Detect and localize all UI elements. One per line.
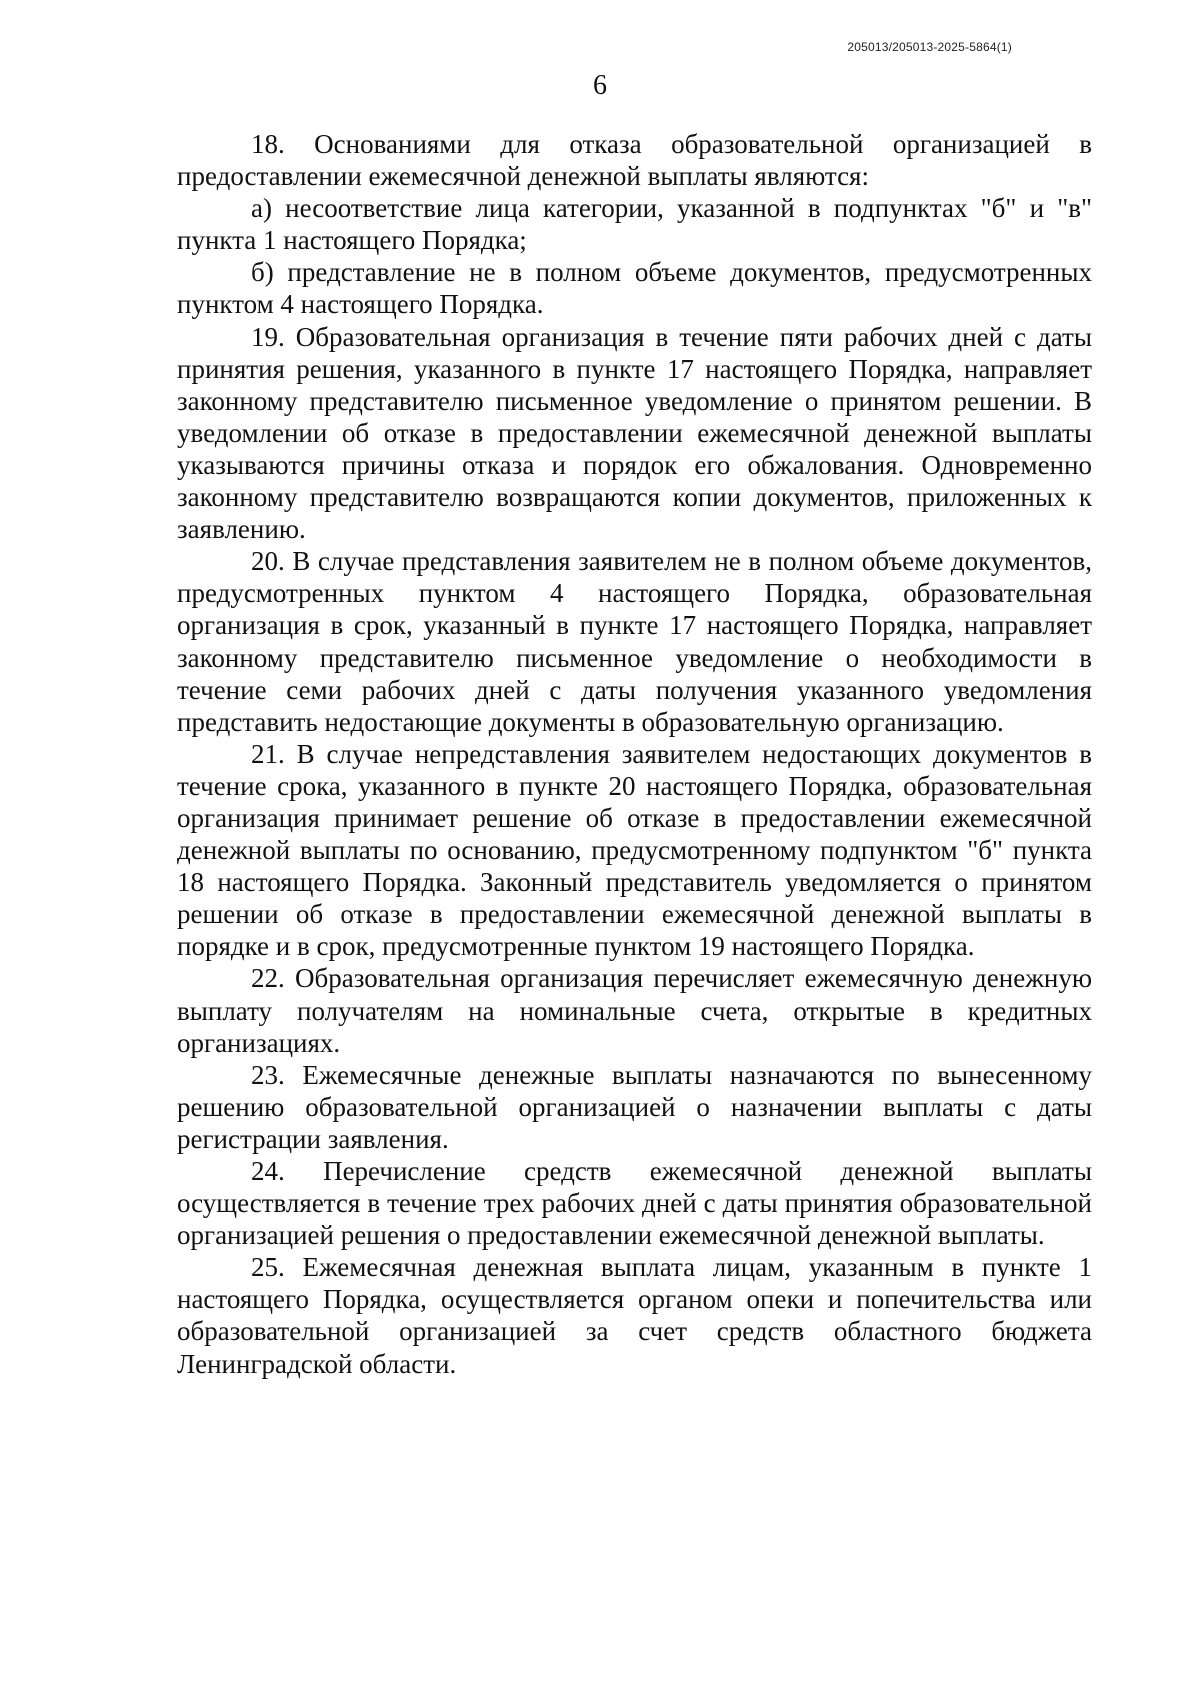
document-body	[177, 128, 1092, 1380]
paragraph-18-subitem-b: б) представление не в полном объеме документов, предусмотренных пунктом 4 настоящего Порядка.	[177, 257, 1092, 320]
paragraph-24: 24. Перечисление средств ежемесячной денежной выплаты осуществляется в течение трех рабочих дней с даты принятия образовательной организацией решения о предоставлении ежемесячной денежной выплаты.	[177, 1156, 1092, 1251]
paragraph-21: 21. В случае непредставления заявителем недостающих документов в течение срока, указанного в пункте 20 настоящего Порядка, образовательная организация принимает решение об отказе в предоставлении ежемесячной денежной выплаты по основанию, предусмотренному подпунктом "б" пункта 18 настоящего Порядка. Законный представитель уведомляется о принятом решении об отказе в предоставлении ежемесячной денежной выплаты в порядке и в срок, предусмотренные пунктом 19 настоящего Порядка.	[177, 738, 1092, 962]
paragraph-20: 20. В случае представления заявителем не в полном объеме документов, предусмотренных пунктом 4 настоящего Порядка, образовательная организация в срок, указанный в пункте 17 настоящего Порядка, направляет законному представителю письменное уведомление о необходимости в течение семи рабочих дней с даты получения указанного уведомления представить недостающие документы в образовательную организацию.	[177, 546, 1092, 737]
paragraph-18-subitem-a: а) несоответствие лица категории, указанной в подпунктах "б" и "в" пункта 1 настоящего Порядка;	[177, 193, 1092, 256]
paragraph-23: 23. Ежемесячные денежные выплаты назначаются по вынесенному решению образовательной организацией о назначении выплаты с даты регистрации заявления.	[177, 1059, 1092, 1154]
paragraph-19: 19. Образовательная организация в течение пяти рабочих дней с даты принятия решения, указанного в пункте 17 настоящего Порядка, направляет законному представителю письменное уведомление о принятом решении. В уведомлении об отказе в предоставлении ежемесячной денежной выплаты указываются причины отказа и порядок его обжалования. Одновременно законному представителю возвращаются копии документов, приложенных к заявлению.	[177, 321, 1092, 545]
paragraph-25: 25. Ежемесячная денежная выплата лицам, указанным в пункте 1 настоящего Порядка, осуществляется органом опеки и попечительства или образовательной организацией за счет средств областного бюджета Ленинградской области.	[177, 1252, 1092, 1379]
paragraph-22: 22. Образовательная организация перечисляет ежемесячную денежную выплату получателям на номинальные счета, открытые в кредитных организациях.	[177, 963, 1092, 1058]
paragraph-18: 18. Основаниями для отказа образовательной организацией в предоставлении ежемесячной денежной выплаты являются:	[177, 129, 1092, 192]
page-number: 6	[593, 70, 607, 101]
document-id: 205013/205013-2025-5864(1)	[847, 40, 1012, 54]
